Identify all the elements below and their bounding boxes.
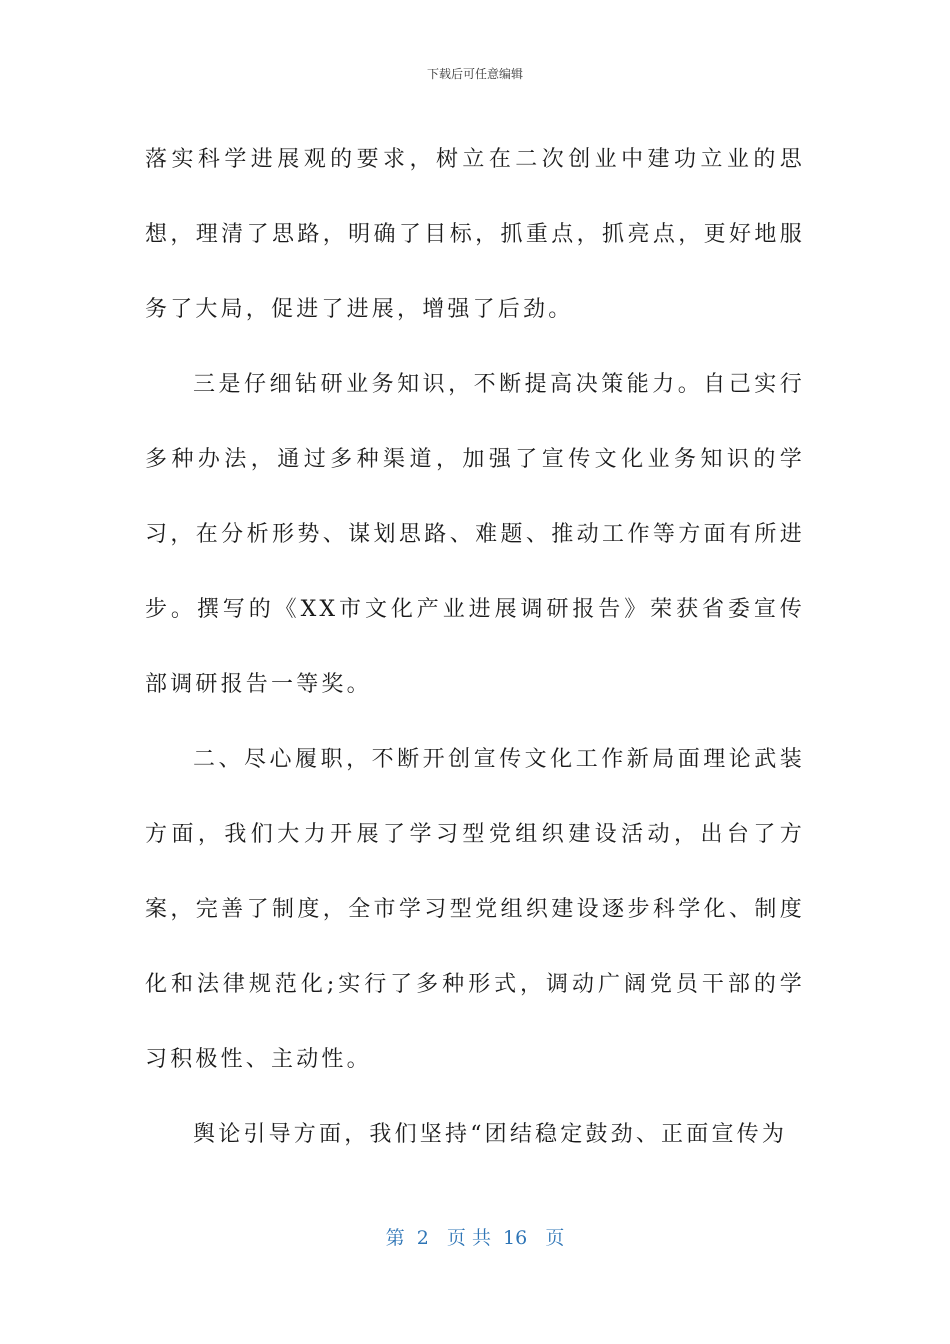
document-body bbox=[145, 122, 805, 1172]
paragraph-continuation: 落实科学进展观的要求，树立在二次创业中建功立业的思想，理清了思路，明确了目标，抓重点，抓亮点，更好地服务了大局，促进了进展，增强了后劲。 bbox=[145, 147, 805, 322]
page-header: 下载后可任意编辑 bbox=[426, 67, 523, 81]
paragraph: 三是仔细钻研业务知识，不断提高决策能力。自己实行多种办法，通过多种渠道，加强了宣传文化业务知识的学习，在分析形势、谋划思路、难题、推动工作等方面有所进步。撰写的《XX市文化产业进展调研报告》荣获省委宣传部调研报告一等奖。 bbox=[145, 372, 805, 697]
paragraph: 二、尽心履职，不断开创宣传文化工作新局面理论武装方面，我们大力开展了学习型党组织建设活动，出台了方案，完善了制度，全市学习型党组织建设逐步科学化、制度化和法律规范化;实行了多种形式，调动广阔党员干部的学习积极性、主动性。 bbox=[145, 747, 805, 1072]
page-number-footer: 第 2 页 共 16 页 bbox=[385, 1227, 565, 1249]
paragraph: 舆论引导方面，我们坚持“团结稳定鼓劲、正面宣传为 bbox=[193, 1122, 788, 1147]
